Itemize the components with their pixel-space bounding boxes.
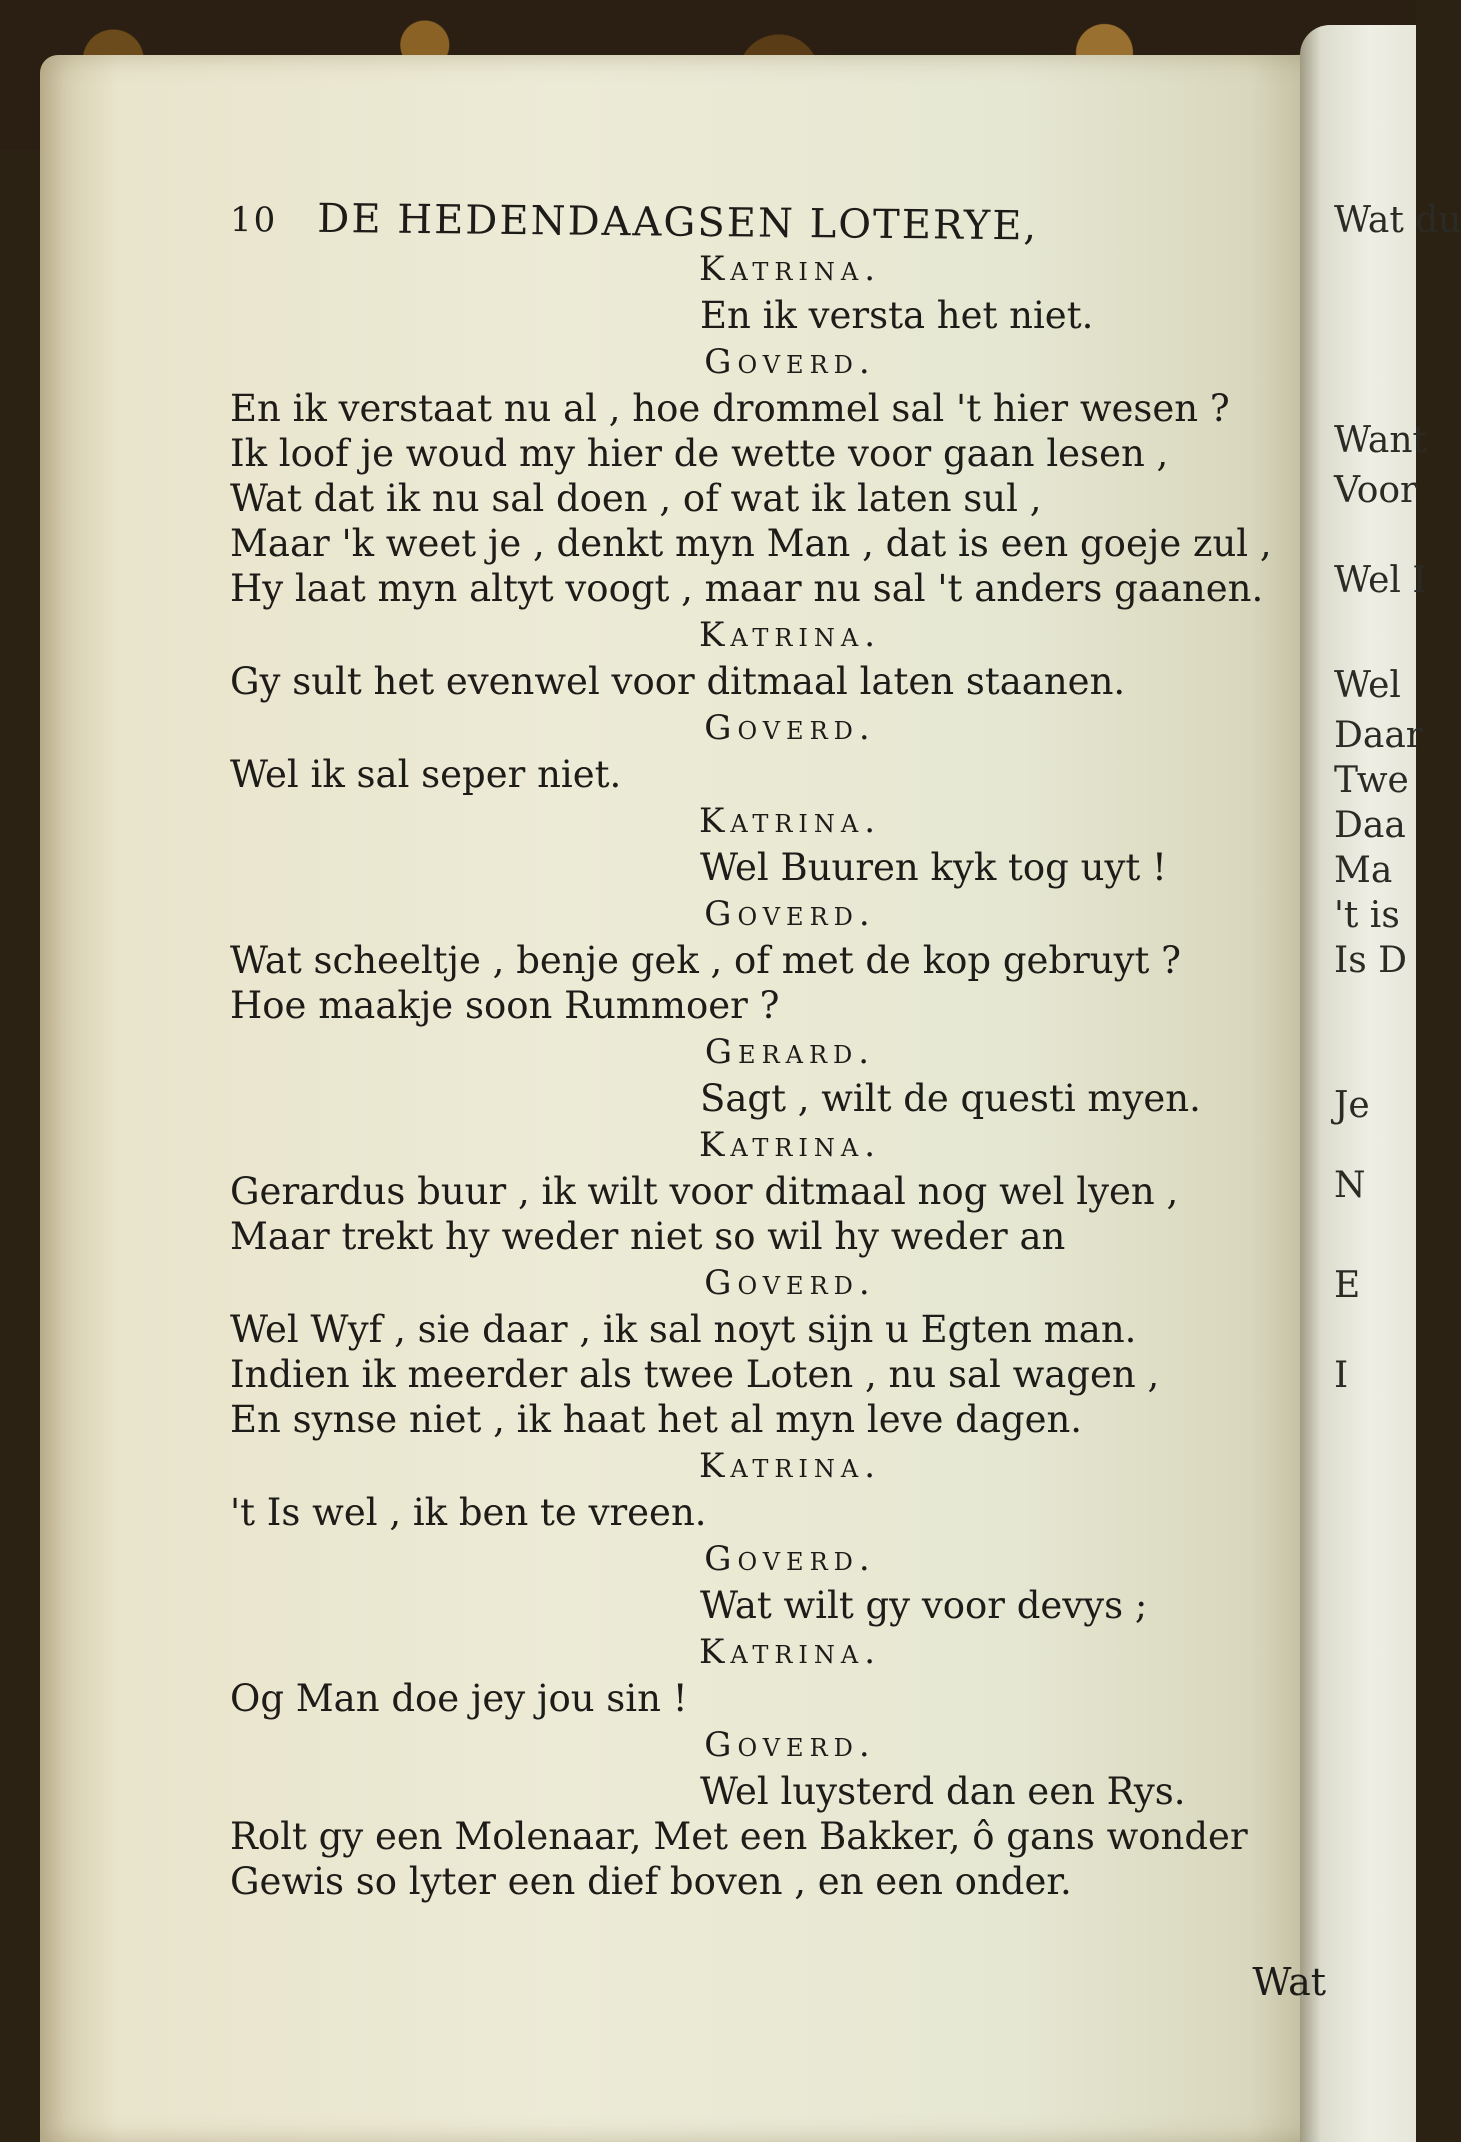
facing-page-fragment: 't is <box>1334 895 1400 936</box>
verse-line: Wat wilt gy voor devys ; <box>700 1584 1148 1627</box>
verse-line: Gy sult het evenwel voor ditmaal laten staanen. <box>230 660 1126 703</box>
speaker-name: Katrina. <box>698 249 882 289</box>
verse-line: Hy laat myn altyt voogt , maar nu sal 't anders gaanen. <box>230 567 1264 610</box>
verse-line: Wat scheeltje , benje gek , of met de kop gebruyt ? <box>230 939 1181 982</box>
speaker-name: Katrina. <box>698 801 882 841</box>
facing-page-fragment: Daar <box>1334 715 1423 756</box>
speaker-name: Gerard. <box>704 1032 876 1072</box>
speaker-name: Katrina. <box>698 1125 882 1165</box>
verse-line: Sagt , wilt de questi myen. <box>700 1077 1201 1120</box>
verse-line: Hoe maakje soon Rummoer ? <box>230 984 780 1027</box>
speaker-name: Katrina. <box>698 1446 882 1486</box>
facing-page-fragment: N <box>1334 1165 1366 1206</box>
facing-page-fragment: Wat du <box>1334 200 1461 241</box>
play-text <box>230 245 1272 1904</box>
facing-page-fragment: Wel I <box>1334 560 1427 601</box>
catchword: Wat <box>1252 1960 1326 2004</box>
facing-page-fragment: Is D <box>1334 940 1408 981</box>
running-title: DE HEDENDAAGSEN LOTERYE, <box>317 195 1039 250</box>
verse-line: 't Is wel , ik ben te vreen. <box>230 1491 707 1534</box>
facing-page-fragment: Voor <box>1334 470 1418 511</box>
facing-page-fragment: Want <box>1334 420 1427 461</box>
facing-page-fragment: Twe <box>1334 760 1409 801</box>
verse-line: Maar trekt hy weder niet so wil hy weder an <box>230 1215 1066 1258</box>
verse-line: Indien ik meerder als twee Loten , nu sal wagen , <box>230 1353 1160 1396</box>
verse-line: Wel Wyf , sie daar , ik sal noyt sijn u Egten man. <box>230 1308 1137 1351</box>
facing-page-fragment: Daa <box>1334 805 1406 846</box>
speaker-name: Katrina. <box>698 615 882 655</box>
verse-line: Maar 'k weet je , denkt myn Man , dat is een goeje zul , <box>230 522 1272 565</box>
verse-line: En ik versta het niet. <box>700 294 1094 337</box>
verse-line: Wel ik sal seper niet. <box>230 753 622 796</box>
facing-page <box>1300 25 1461 2142</box>
speaker-name: Goverd. <box>704 894 876 934</box>
verse-line: Gerardus buur , ik wilt voor ditmaal nog wel lyen , <box>230 1170 1179 1213</box>
verse-line: Wat dat ik nu sal doen , of wat ik laten sul , <box>230 477 1042 520</box>
facing-page-fragment: Ma <box>1334 850 1393 891</box>
verse-line: En synse niet , ik haat het al myn leve dagen. <box>230 1398 1083 1441</box>
verse-line: Gewis so lyter een dief boven , en een onder. <box>230 1860 1072 1903</box>
speaker-name: Goverd. <box>704 708 876 748</box>
page-number: 10 <box>229 200 278 241</box>
speaker-name: Goverd. <box>704 1725 876 1765</box>
verse-line: Wel Buuren kyk tog uyt ! <box>700 846 1167 889</box>
speaker-name: Goverd. <box>704 1263 876 1303</box>
speaker-name: Katrina. <box>698 1632 882 1672</box>
page-content <box>229 195 1272 1904</box>
facing-page-fragment: I <box>1334 1355 1349 1396</box>
verse-line: En ik verstaat nu al , hoe drommel sal 't hier wesen ? <box>230 387 1230 430</box>
facing-page-fragment: Je <box>1334 1085 1370 1126</box>
facing-page-fragment: E <box>1334 1265 1361 1306</box>
running-head <box>230 195 1230 251</box>
verse-line: Og Man doe jey jou sin ! <box>230 1677 688 1720</box>
speaker-name: Goverd. <box>704 1539 876 1579</box>
verse-line: Wel luysterd dan een Rys. <box>700 1770 1186 1813</box>
speaker-name: Goverd. <box>704 342 876 382</box>
verse-line: Ik loof je woud my hier de wette voor gaan lesen , <box>230 432 1169 475</box>
verse-line: Rolt gy een Molenaar, Met een Bakker, ô gans wonder <box>230 1815 1248 1858</box>
facing-page-fragment: Wel <box>1334 665 1401 706</box>
